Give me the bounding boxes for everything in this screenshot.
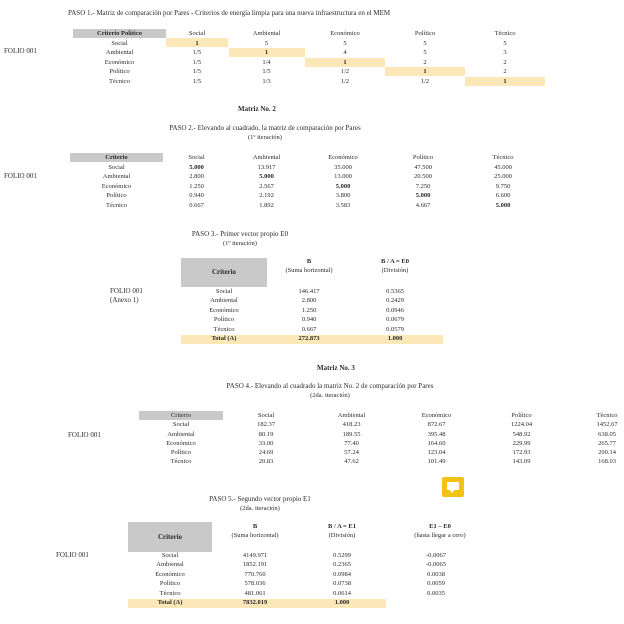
paso2-folio: FOLIO 001 <box>4 172 37 180</box>
column-header: Técnico <box>492 154 514 161</box>
row-label: Político <box>109 68 130 76</box>
table-cell: 638.05 <box>598 430 616 438</box>
table-cell: 395.48 <box>427 430 446 438</box>
row-label: Ambiental <box>102 173 131 181</box>
table-cell: 5.000 <box>495 201 511 209</box>
table-cell: 168.03 <box>598 458 616 466</box>
column-header: Criterio Político <box>97 30 142 37</box>
table-cell: 2 <box>503 58 507 66</box>
column-header: Técnico <box>494 30 516 37</box>
column-header: Económico <box>328 154 358 161</box>
table-cell: 0.940 <box>301 316 317 324</box>
row-label: Político <box>106 192 127 200</box>
column-header: Político <box>412 154 434 161</box>
table-cell: 101.49 <box>427 458 446 466</box>
column-header: Ambiental <box>252 30 281 37</box>
paso5-colB-sub: (Suma horizontal) <box>231 532 279 539</box>
table-cell: 0.0679 <box>386 316 404 324</box>
table-cell: 4 <box>343 49 347 57</box>
row-label: Económico <box>166 439 196 447</box>
table-cell: 0.2429 <box>386 297 404 305</box>
table-cell: 1/5 <box>192 77 202 85</box>
column-header: Ambiental <box>337 412 366 419</box>
table-cell: 265.77 <box>598 439 616 447</box>
paso3-title: PASO 3.- Primer vector propio E0 <box>191 230 289 238</box>
table-cell: 1 <box>423 68 427 76</box>
table-cell: 0.0038 <box>427 570 445 578</box>
paso5-colE-sub: (División) <box>328 532 356 539</box>
column-header: Criterio <box>170 412 192 419</box>
table-cell: 548.92 <box>512 430 531 438</box>
table-cell: 0.0059 <box>427 580 445 588</box>
table-cell: 80.19 <box>258 430 274 438</box>
row-label: Ambiental <box>167 430 195 438</box>
table-cell: 229.99 <box>512 439 531 447</box>
column-header: Técnico <box>596 412 618 419</box>
row-label: Técnico <box>159 589 181 597</box>
table-cell: 872.67 <box>427 421 446 429</box>
row-label: Social <box>111 39 128 47</box>
total-label: Total (A) <box>211 334 237 342</box>
table-cell: 1 <box>503 77 507 85</box>
table-cell: 0.667 <box>301 325 317 333</box>
table-cell: 2.567 <box>259 182 274 190</box>
table-cell: 0.0579 <box>386 325 404 333</box>
table-cell: 3.800 <box>335 192 351 200</box>
paso5-title: PASO 5.- Segundo vector propio E1 <box>209 495 311 503</box>
table-cell: 4.667 <box>415 201 431 209</box>
row-label: Social <box>172 421 190 429</box>
column-header: Económico <box>421 412 452 419</box>
row-label: Social <box>108 163 125 171</box>
table-cell: 3 <box>503 49 507 57</box>
total-label: Total (A) <box>157 598 183 606</box>
table-cell: 77.40 <box>344 439 359 447</box>
paso5-criterio-label: Criterio <box>157 533 183 541</box>
table-cell: 481.061 <box>244 589 266 597</box>
table-cell: 7.250 <box>415 182 431 190</box>
table-cell: 143.09 <box>512 458 531 466</box>
table-cell: -0.0065 <box>425 561 447 569</box>
row-label: Político <box>170 449 192 457</box>
table-cell: 146.417 <box>298 288 320 295</box>
row-label: Técnico <box>213 325 235 333</box>
paso3-colE-sub: (División) <box>381 267 409 274</box>
paso5-subtitle: (2da. iteración) <box>240 505 280 512</box>
table-cell: 172.93 <box>512 449 531 457</box>
paso5-colD: E1 – E0 <box>429 523 451 530</box>
row-label: Político <box>159 580 181 588</box>
table-cell: 5 <box>264 39 269 47</box>
table-cell: 2.800 <box>301 297 317 305</box>
table-cell: 123.04 <box>427 449 446 457</box>
row-label: Económico <box>209 306 239 314</box>
table-cell: 0.2365 <box>333 561 351 569</box>
total-cell: 1.000 <box>334 598 350 606</box>
row-label: Ambiental <box>105 49 134 57</box>
table-cell: 1.892 <box>259 201 274 209</box>
table-cell: 1.250 <box>189 182 204 190</box>
row-label: Ambiental <box>156 561 184 569</box>
paso4-title: PASO 4.- Elevando al cuadrado la matriz No. 2 de comparación por Pares <box>226 382 434 390</box>
table-cell: 418.23 <box>342 421 361 429</box>
table-cell: 13.000 <box>334 173 352 181</box>
table-cell: 770.760 <box>244 570 266 578</box>
paso5-folio: FOLIO 001 <box>56 551 89 559</box>
table-cell: 2 <box>503 68 507 76</box>
table-cell: 25.000 <box>494 173 512 181</box>
table-cell: 4149.971 <box>242 552 268 559</box>
column-header: Económico <box>330 30 360 37</box>
paso3-colE: B / A = E0 <box>381 258 409 265</box>
column-header: Social <box>188 154 205 161</box>
paso4-folio: FOLIO 001 <box>68 431 101 439</box>
table-cell: 5.000 <box>189 163 204 171</box>
total-cell: 7832.019 <box>242 598 268 606</box>
table-cell: 0.0614 <box>333 589 351 597</box>
row-label: Económico <box>101 182 132 190</box>
table-cell: 2 <box>423 58 427 66</box>
row-label: Social <box>161 552 179 559</box>
paso4-subtitle: (2da. iteración) <box>310 392 350 399</box>
table-cell: -0.0067 <box>425 552 447 559</box>
row-label: Social <box>215 288 233 295</box>
paso5-colD-sub: (hasta llegar a cero) <box>414 532 466 539</box>
table-cell: 5 <box>343 39 347 47</box>
table-cell: 5 <box>503 39 507 47</box>
table-cell: 2.192 <box>259 192 274 200</box>
column-header: Criterio <box>105 154 128 161</box>
table-cell: 1/3 <box>262 77 271 85</box>
table-cell: 9.750 <box>495 182 511 190</box>
table-cell: 47.500 <box>414 163 432 171</box>
table-cell: 1852.191 <box>242 561 268 569</box>
table-cell: 5 <box>423 49 427 57</box>
table-cell: 1224.04 <box>510 421 533 429</box>
paso5-table <box>128 552 486 608</box>
column-header: Político <box>511 412 532 419</box>
table-cell: 1/4 <box>262 58 271 66</box>
paso1-table <box>73 30 545 88</box>
table-cell: 35.000 <box>334 163 352 171</box>
row-label: Ambiental <box>210 297 238 305</box>
paso3-colB: B <box>306 258 312 265</box>
table-cell: 1/5 <box>192 58 202 66</box>
paso2-title: PASO 2.- Elevando al cuadrado, la matriz de comparación por Pares <box>169 124 361 132</box>
paso5-colE: B / A = E1 <box>328 523 356 530</box>
table-cell: 0.5299 <box>333 552 351 559</box>
table-cell: 20.83 <box>258 458 274 466</box>
row-label: Técnico <box>109 77 130 85</box>
table-cell: 5.000 <box>415 192 431 200</box>
paso3-criterio-label: Criterio <box>211 268 237 276</box>
column-header: Ambiental <box>252 154 281 161</box>
paso3-folio: FOLIO 001 <box>110 287 143 295</box>
table-cell: 1 <box>195 39 199 47</box>
table-cell: 13.917 <box>257 163 276 171</box>
total-cell: 272.873 <box>298 334 320 342</box>
matriz2-table <box>70 154 543 212</box>
table-cell: 5.000 <box>259 173 274 181</box>
row-label: Técnico <box>170 458 192 466</box>
table-cell: 1/2 <box>340 68 350 76</box>
paso2-subtitle: (1º iteración) <box>248 134 282 141</box>
table-cell: 164.60 <box>427 439 446 447</box>
paso1-folio: FOLIO 001 <box>4 47 37 55</box>
table-cell: 1/2 <box>420 77 430 85</box>
row-label: Político <box>213 316 235 324</box>
table-cell: 1452.67 <box>596 421 618 429</box>
paso3-anexo: (Anexo 1) <box>110 296 139 304</box>
table-cell: 2.800 <box>189 173 204 181</box>
table-cell: 1/5 <box>192 49 202 57</box>
table-cell: 0.940 <box>189 192 204 200</box>
table-cell: 0.5365 <box>386 288 404 295</box>
table-cell: 0.0035 <box>427 589 445 597</box>
matriz2-label: Matriz No. 2 <box>238 105 276 113</box>
table-cell: 1.250 <box>301 306 317 314</box>
column-header: Social <box>188 30 206 37</box>
table-cell: 5.000 <box>335 182 351 190</box>
row-label: Económico <box>104 58 135 66</box>
table-cell: 24.69 <box>258 449 274 457</box>
total-cell: 1.000 <box>387 334 403 342</box>
table-cell: 6.600 <box>495 192 511 200</box>
table-cell: 0.667 <box>189 201 204 209</box>
paso3-table <box>181 288 439 344</box>
table-cell: 47.62 <box>344 458 359 466</box>
row-label: Técnico <box>106 201 127 209</box>
table-cell: 20.500 <box>414 173 432 181</box>
table-cell: 1/5 <box>192 68 202 76</box>
comment-icon[interactable] <box>442 477 464 497</box>
table-cell: 189.55 <box>342 430 361 438</box>
table-cell: 1/5 <box>262 68 271 76</box>
column-header: Político <box>414 30 436 37</box>
table-cell: 33.00 <box>258 439 274 447</box>
table-cell: 3.583 <box>335 201 351 209</box>
paso3-colB-sub: (Suma horizontal) <box>285 267 333 274</box>
table-cell: 45.000 <box>494 163 512 171</box>
paso3-subtitle: (1º iteración) <box>223 240 257 247</box>
row-label: Económico <box>155 570 185 578</box>
column-header: Social <box>257 412 275 419</box>
table-cell: 200.14 <box>598 449 616 457</box>
paso5-colB: B <box>252 523 258 530</box>
table-cell: 5 <box>423 39 427 47</box>
table-cell: 578.036 <box>244 580 266 588</box>
table-cell: 182.37 <box>257 421 275 429</box>
paso1-title: PASO 1.- Matriz de comparación por Pares - Criterios de energía limpia para una nueva infraestructura en el MEM <box>68 9 391 17</box>
table-cell: 0.0946 <box>386 306 404 314</box>
matriz3-table <box>139 412 624 468</box>
matriz3-label: Matriz No. 3 <box>317 364 355 372</box>
table-cell: 1 <box>264 49 269 57</box>
table-cell: 1 <box>343 58 347 66</box>
table-cell: 0.0984 <box>333 570 351 578</box>
table-cell: 0.0738 <box>333 580 351 588</box>
table-cell: 57.24 <box>344 449 359 457</box>
table-cell: 1/2 <box>340 77 350 85</box>
